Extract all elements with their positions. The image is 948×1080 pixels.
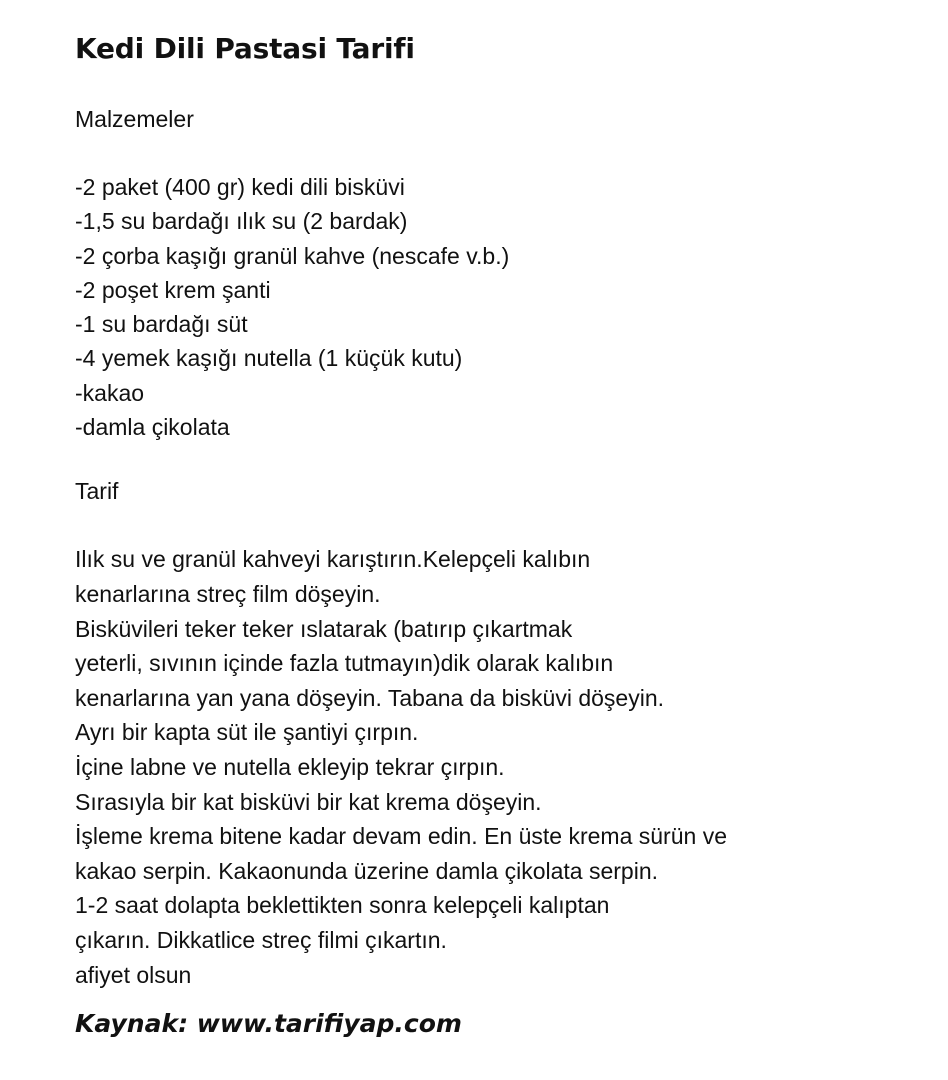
recipe-line: Bisküvileri teker teker ıslatarak (batırıp çıkartmak (75, 615, 573, 642)
source-credit: Kaynak: www.tarifiyap.com (75, 1009, 462, 1039)
recipe-line: afiyet olsun (75, 961, 192, 988)
ingredients-list (75, 170, 925, 444)
recipe-line: Ilık su ve granül kahveyi karıştırın.Kelepçeli kalıbın (75, 546, 591, 573)
recipe-steps (75, 542, 925, 992)
recipe-heading: Tarif (75, 478, 119, 505)
ingredient-item: -1,5 su bardağı ılık su (2 bardak) (75, 208, 408, 235)
ingredient-item: -1 su bardağı süt (75, 311, 248, 338)
recipe-line: İşleme krema bitene kadar devam edin. En üste krema sürün ve (75, 823, 727, 850)
ingredient-item: -damla çikolata (75, 414, 230, 441)
recipe-line: kenarlarına streç film döşeyin. (75, 580, 381, 607)
recipe-line: yeterli, sıvının içinde fazla tutmayın)dik olarak kalıbın (75, 650, 614, 677)
ingredient-item: -2 paket (400 gr) kedi dili bisküvi (75, 174, 405, 200)
recipe-line: Sırasıyla bir kat bisküvi bir kat krema döşeyin. (75, 788, 542, 815)
recipe-line: Ayrı bir kapta süt ile şantiyi çırpın. (75, 719, 419, 746)
ingredient-item: -2 çorba kaşığı granül kahve (nescafe v.b.) (75, 242, 510, 269)
recipe-line: çıkarın. Dikkatlice streç filmi çıkartın. (75, 926, 447, 953)
recipe-document (75, 26, 925, 1044)
ingredient-item: -4 yemek kaşığı nutella (1 küçük kutu) (75, 345, 463, 372)
ingredients-heading: Malzemeler (75, 106, 194, 132)
page-title: Kedi Dili Pastasi Tarifi (75, 32, 415, 65)
recipe-line: 1-2 saat dolapta beklettikten sonra kelepçeli kalıptan (75, 892, 610, 919)
recipe-line: kakao serpin. Kakaonunda üzerine damla çikolata serpin. (75, 857, 659, 884)
recipe-line: İçine labne ve nutella ekleyip tekrar çırpın. (75, 753, 505, 780)
recipe-line: kenarlarına yan yana döşeyin. Tabana da bisküvi döşeyin. (75, 684, 665, 711)
ingredient-item: -2 poşet krem şanti (75, 276, 271, 303)
ingredient-item: -kakao (75, 379, 145, 406)
